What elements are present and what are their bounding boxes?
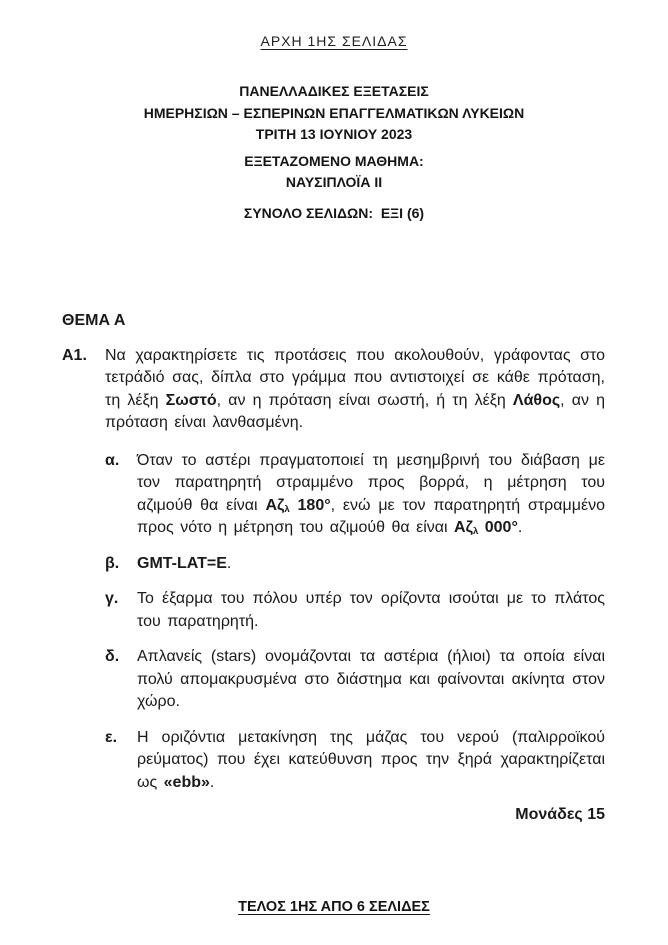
title-group-subject: [0, 151, 668, 194]
points-label: Μονάδες 15: [515, 806, 605, 823]
statement-delta-text: [137, 646, 605, 714]
text-run-bold: Σωστό: [165, 391, 217, 409]
text-run-bold: Αζ: [454, 519, 473, 536]
text-run: Απλανείς (stars) ονομάζονται τα αστέρια (ήλιοι) τα οποία είναι πολύ απομακρυσμένα στο διάστημα και φαίνονται ακίνητα στον χώρο.: [137, 648, 605, 710]
thema-a-heading: ΘΕΜΑ Α: [62, 312, 126, 329]
page-header-text: ΑΡΧΗ 1ΗΣ ΣΕΛΙΔΑΣ: [260, 33, 408, 49]
statement-epsilon-marker: ε.: [105, 728, 118, 746]
azimuth-symbol: [454, 519, 518, 536]
text-run-bold: 000°: [478, 519, 518, 536]
statement-alpha-marker: α.: [105, 451, 120, 469]
page-footer-text: ΤΕΛΟΣ 1ΗΣ ΑΠΟ 6 ΣΕΛΙΔΕΣ: [238, 899, 430, 915]
statement-beta-text: [137, 553, 605, 576]
subscript-lambda: λ: [472, 526, 479, 538]
subscript-lambda: λ: [284, 503, 290, 515]
text-run: , αν η πρόταση είναι λανθασμένη.: [105, 391, 605, 431]
text-run: Η οριζόντια μετακίνηση της μάζας του νερού (παλιρροϊκού ρεύματος) που έχει κατεύθυνση προς την ξηρά χαρακτηρίζεται ως: [137, 728, 605, 791]
text-run: .: [517, 519, 523, 536]
thema-a-section: [62, 310, 605, 827]
question-a1-number: Α1.: [62, 346, 87, 364]
page-footer: [0, 899, 668, 915]
statement-gamma: [105, 588, 605, 633]
total-pages: ΣΥΝΟΛΟ ΣΕΛΙΔΩΝ: ΕΞΙ (6): [243, 204, 425, 221]
text-run-bold: 180°: [289, 496, 331, 514]
text-run-bold: GMT-LAT=E: [137, 554, 227, 572]
statement-epsilon: [105, 727, 605, 795]
title-group-pages: [0, 203, 668, 225]
text-run-bold: Λάθος: [512, 391, 561, 409]
text-run-bold: Αζ: [265, 496, 285, 514]
title-block: [0, 81, 668, 224]
text-run: Να χαρακτηρίσετε τις προτάσεις που ακολουθούν, γράφοντας στο τετράδιό σας, δίπλα στο γράμμα που αντιστοιχεί σε κάθε πρόταση, τη λέξη: [105, 346, 605, 409]
statement-beta-marker: β.: [105, 554, 120, 572]
text-run: Όταν το αστέρι πραγματοποιεί τη μεσημβρινή του διάβαση με τον παρατηρητή στραμμένο προς βορρά, η μέτρηση του αζιμούθ θα είναι: [137, 451, 605, 514]
text-run: Το έξαρμα του πόλου υπέρ τον ορίζοντα ισούται με το πλάτος του παρατηρητή.: [137, 590, 605, 630]
statement-alpha-text: [137, 450, 605, 540]
subject-name: ΝΑΥΣΙΠΛΟΪΑ ΙΙ: [285, 174, 383, 190]
text-run: , αν η πρόταση είναι σωστή, ή τη λέξη: [216, 391, 513, 409]
statement-list: [105, 450, 605, 795]
statement-gamma-text: [137, 588, 605, 633]
statement-gamma-marker: γ.: [105, 590, 119, 607]
statement-alpha: [105, 450, 605, 540]
statement-beta: [105, 553, 605, 576]
text-run: , ενώ με τον παρατηρητή στραμμένο προς νότο η μέτρηση του αζιμούθ θα είναι: [137, 496, 605, 536]
exam-school-types: ΗΜΕΡΗΣΙΩΝ – ΕΣΠΕΡΙΝΩΝ ΕΠΑΓΓΕΛΜΑΤΙΚΩΝ ΛΥΚΕΙΩΝ: [143, 104, 525, 121]
text-run: .: [209, 773, 215, 791]
text-run-bold: «ebb»: [163, 773, 210, 791]
question-a1: [62, 345, 605, 435]
statement-epsilon-text: [137, 727, 605, 795]
page-header: [0, 33, 668, 49]
title-group-main: [0, 81, 668, 146]
statement-delta: [105, 646, 605, 714]
statement-delta-marker: δ.: [105, 648, 120, 665]
exam-date: ΤΡΙΤΗ 13 ΙΟΥΝΙΟΥ 2023: [255, 126, 413, 142]
text-run: .: [226, 554, 232, 572]
question-a1-text: [105, 345, 605, 435]
subject-label: ΕΞΕΤΑΖΟΜΕΝΟ ΜΑΘΗΜΑ:: [244, 152, 424, 169]
exam-title: ΠΑΝΕΛΛΑΔΙΚΕΣ ΕΞΕΤΑΣΕΙΣ: [239, 83, 429, 99]
azimuth-symbol: [265, 497, 330, 514]
